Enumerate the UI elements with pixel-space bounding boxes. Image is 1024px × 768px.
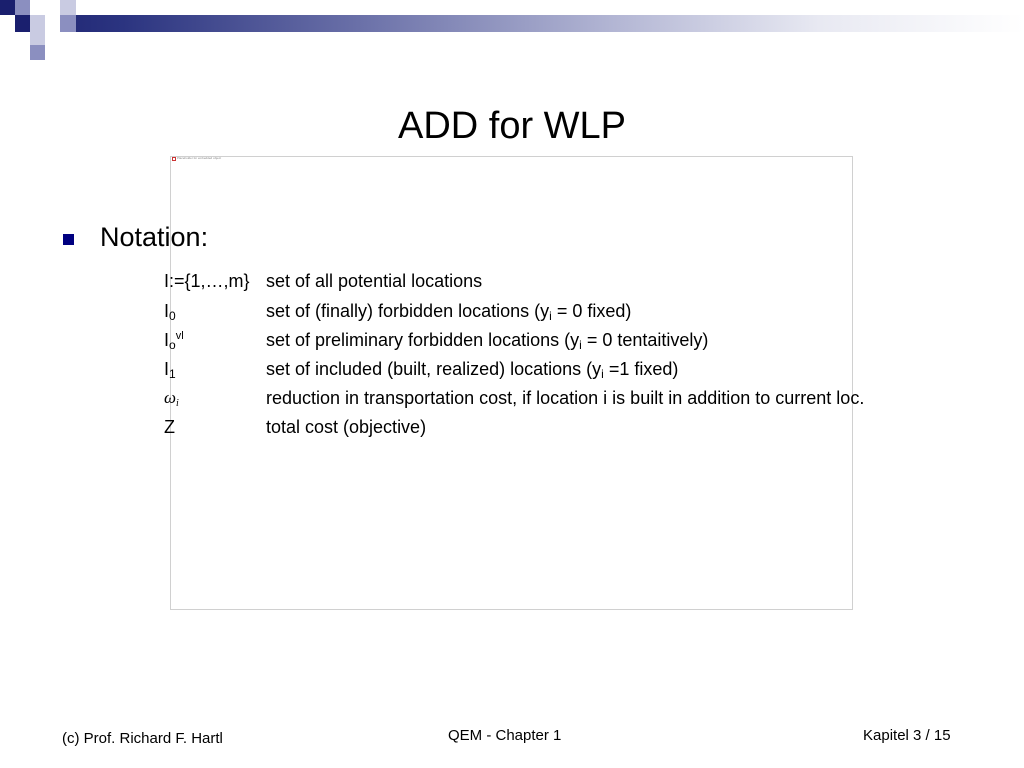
notation-row	[0, 359, 1024, 387]
footer-chapter: QEM - Chapter 1	[448, 727, 562, 744]
notation-row	[0, 301, 1024, 329]
notation-symbol: $I_1$	[164, 359, 176, 381]
notation-row	[0, 417, 1024, 445]
notation-description: set of preliminary forbidden locations ($y_i = 0$ tentaitively)	[266, 330, 709, 352]
notation-row	[0, 271, 1024, 299]
logo-square	[0, 0, 15, 15]
logo-square	[60, 15, 76, 32]
logo-square	[45, 15, 60, 32]
footer-page-number: Kapitel 3 / 15	[863, 727, 951, 744]
notation-symbol: $I_0$	[164, 301, 176, 323]
logo-square	[15, 15, 30, 32]
slide-title: ADD for WLP	[397, 105, 627, 147]
embedded-object-caption: Placeholder for embedded object	[177, 156, 222, 160]
footer-author: (c) Prof. Richard F. Hartl	[62, 730, 223, 747]
notation-description: reduction in transportation cost, if location i is built in addition to current loc.	[266, 388, 865, 408]
notation-row	[0, 330, 1024, 358]
embedded-object-icon	[172, 157, 176, 161]
notation-symbol: Z	[164, 417, 175, 437]
logo-square	[60, 0, 76, 15]
omega-symbol: $\omega_i$	[164, 388, 179, 409]
logo-square	[30, 32, 45, 45]
logo-square	[30, 15, 45, 32]
notation-symbol: I:={1,…,m}	[164, 271, 250, 291]
logo-square	[15, 0, 30, 15]
notation-description: set of included (built, realized) locations ($y_i =1$ fixed)	[266, 359, 679, 381]
notation-symbol: $I_o^{vl}$	[164, 330, 184, 352]
square-bullet-icon	[63, 234, 74, 245]
logo-square	[30, 45, 45, 60]
header-gradient-band	[0, 15, 1024, 32]
notation-description: set of all potential locations	[266, 271, 483, 291]
notation-description: total cost (objective)	[266, 417, 427, 437]
notation-row	[0, 388, 1024, 416]
notation-description: set of (finally) forbidden locations ($y_i = 0$ fixed)	[266, 301, 632, 323]
logo-square	[0, 15, 15, 32]
notation-heading: Notation:	[100, 222, 209, 252]
